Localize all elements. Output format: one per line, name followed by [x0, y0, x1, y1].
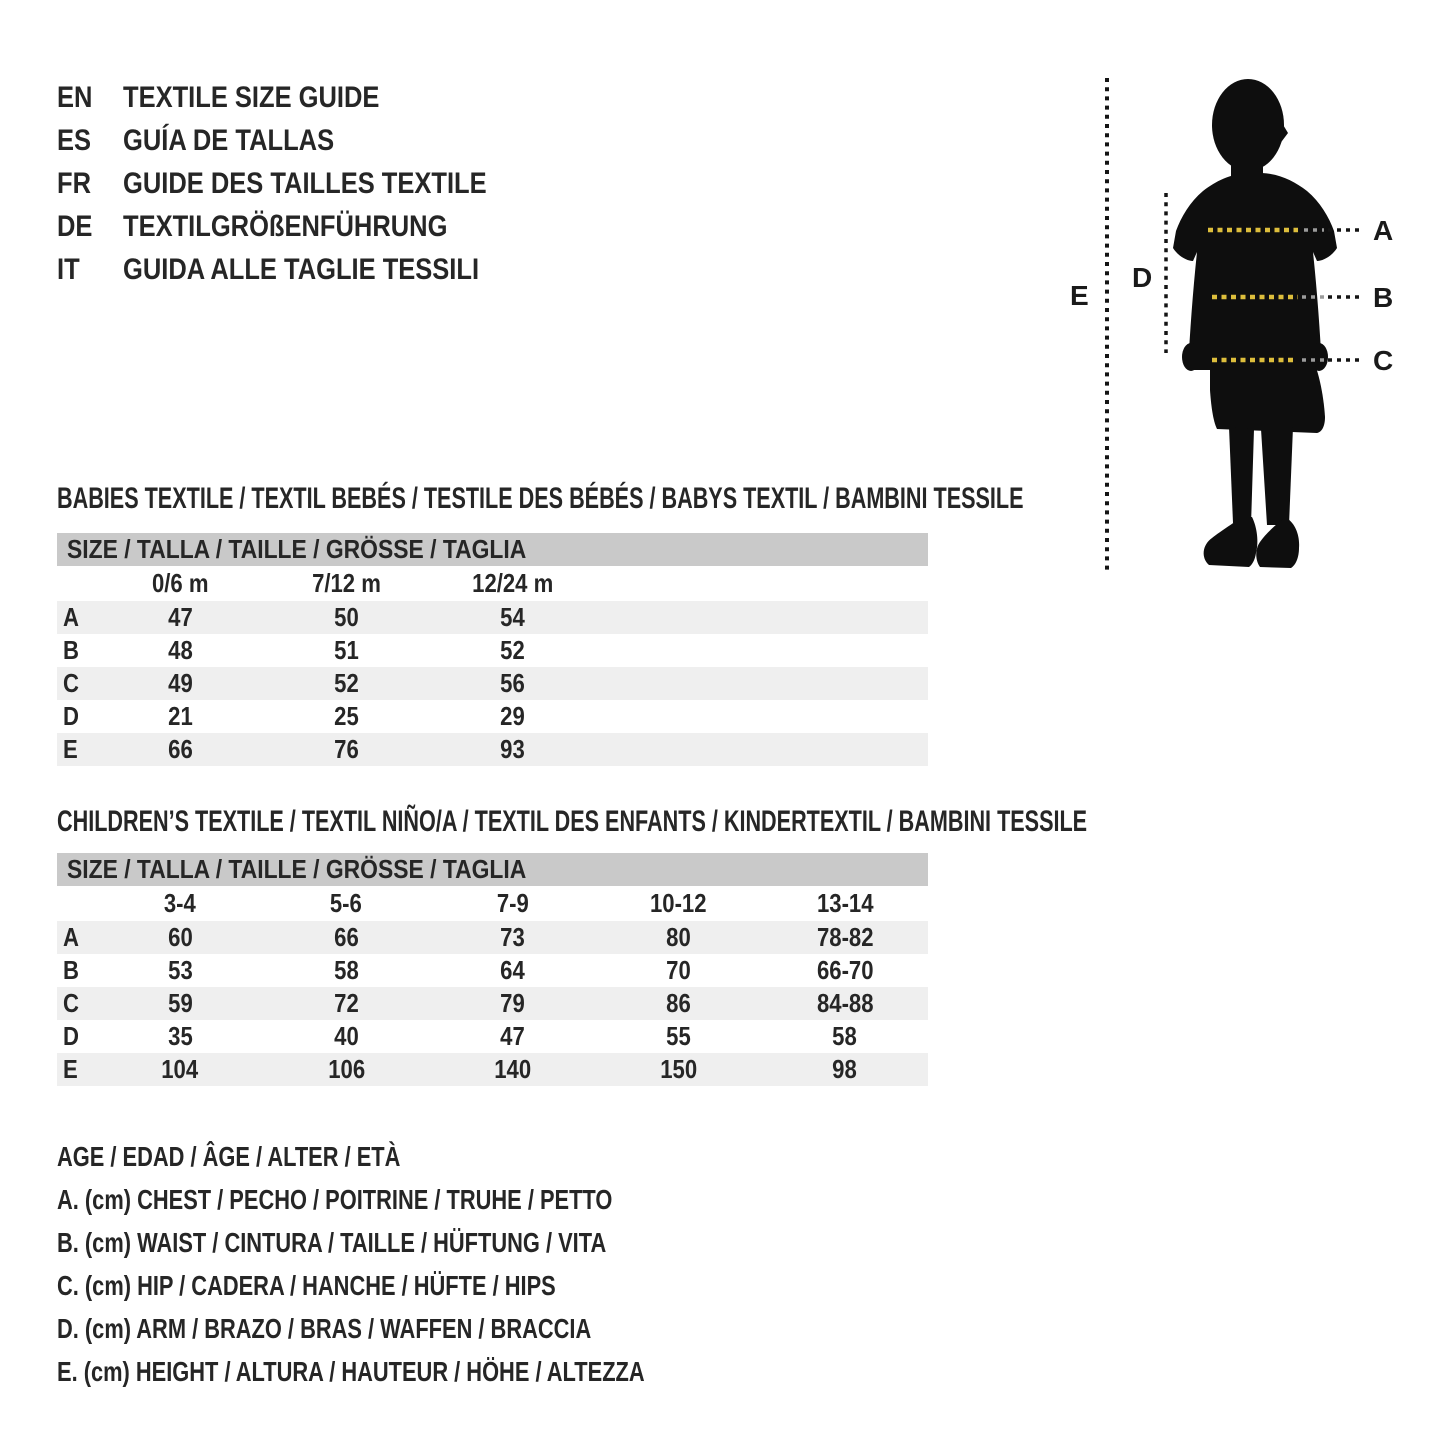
row-label: D — [63, 1021, 79, 1051]
title-row-it — [57, 248, 551, 291]
children-col-3: 10-12 — [650, 888, 707, 918]
table-row: A 47 50 54 — [57, 601, 928, 634]
lang-code-es: ES — [57, 123, 92, 157]
legend-arm: D. (cm) ARM / BRAZO / BRAS / WAFFEN / BRACCIA — [57, 1312, 592, 1344]
row-label: B — [63, 955, 79, 985]
lang-code-it: IT — [57, 252, 80, 286]
title-de: TEXTILGRÖßENFÜHRUNG — [123, 209, 448, 243]
shoe-right — [1256, 519, 1299, 568]
shorts — [1210, 360, 1325, 433]
row-label: A — [63, 922, 79, 952]
row-label: E — [63, 1054, 78, 1084]
lang-code-fr: FR — [57, 166, 91, 200]
table-row: E 66 76 93 — [57, 733, 928, 766]
title-fr: GUIDE DES TAILLES TEXTILE — [123, 166, 487, 200]
legend-height: E. (cm) HEIGHT / ALTURA / HAUTEUR / HÖHE / ALTEZZA — [57, 1355, 645, 1387]
measurement-legend — [57, 1135, 810, 1393]
label-d: D — [1132, 262, 1153, 293]
shoe-left — [1204, 517, 1258, 567]
babies-section-heading: BABIES TEXTILE / TEXTIL BEBÉS / TESTILE DES BÉBÉS / BABYS TEXTIL / BAMBINI TESSILE — [57, 482, 1024, 515]
title-en: TEXTILE SIZE GUIDE — [123, 80, 380, 114]
children-size-table — [57, 853, 928, 1086]
children-col-0: 3-4 — [164, 888, 197, 918]
title-es: GUÍA DE TALLAS — [123, 123, 335, 157]
row-label: B — [63, 635, 79, 665]
title-it: GUIDA ALLE TAGLIE TESSILI — [123, 252, 480, 286]
label-c: C — [1373, 345, 1394, 376]
babies-size-bar: SIZE / TALLA / TAILLE / GRÖSSE / TAGLIA — [57, 533, 928, 566]
row-label: C — [63, 668, 79, 698]
legend-hip: C. (cm) HIP / CADERA / HANCHE / HÜFTE / HIPS — [57, 1269, 556, 1301]
title-row-es — [57, 119, 551, 162]
babies-size-table — [57, 533, 928, 766]
legend-waist: B. (cm) WAIST / CINTURA / TAILLE / HÜFTUNG / VITA — [57, 1226, 607, 1258]
label-b: B — [1373, 282, 1394, 313]
label-a: A — [1373, 215, 1394, 246]
children-size-bar: SIZE / TALLA / TAILLE / GRÖSSE / TAGLIA — [57, 853, 928, 886]
babies-column-headers — [57, 566, 928, 601]
label-e: E — [1070, 280, 1089, 311]
row-label: E — [63, 734, 78, 764]
children-column-headers — [57, 886, 928, 921]
title-row-fr — [57, 162, 551, 205]
title-block — [57, 76, 551, 291]
title-row-de — [57, 205, 551, 248]
table-row: A 60 66 73 80 78-82 — [57, 921, 928, 954]
children-col-1: 5-6 — [330, 888, 363, 918]
legend-chest: A. (cm) CHEST / PECHO / POITRINE / TRUHE / PETTO — [57, 1183, 613, 1215]
babies-col-0: 0/6 m — [151, 568, 209, 598]
table-row: B 53 58 64 70 66-70 — [63, 955, 874, 985]
lang-code-de: DE — [57, 209, 93, 243]
babies-col-2: 12/24 m — [471, 568, 554, 598]
legend-age: AGE / EDAD / ÂGE / ALTER / ETÀ — [57, 1140, 401, 1172]
row-label: D — [63, 701, 79, 731]
children-section-heading: CHILDREN’S TEXTILE / TEXTIL NIÑO/A / TEXTIL DES ENFANTS / KINDERTEXTIL / BAMBINI TESSILE — [57, 805, 1088, 838]
table-row: B 48 51 52 — [63, 635, 525, 665]
table-row: E 104 106 140 150 98 — [57, 1053, 928, 1086]
lang-code-en: EN — [57, 80, 93, 114]
shirt — [1173, 173, 1337, 370]
babies-col-1: 7/12 m — [311, 568, 381, 598]
title-row-en — [57, 76, 551, 119]
table-row: C 59 72 79 86 84-88 — [57, 987, 928, 1020]
table-row: C 49 52 56 — [57, 667, 928, 700]
children-col-4: 13-14 — [816, 888, 874, 918]
row-label: C — [63, 988, 79, 1018]
table-row: D 35 40 47 55 58 — [63, 1021, 858, 1051]
table-row: D 21 25 29 — [63, 701, 525, 731]
row-label: A — [63, 602, 79, 632]
hand-left — [1182, 343, 1200, 371]
children-col-2: 7-9 — [496, 888, 529, 918]
